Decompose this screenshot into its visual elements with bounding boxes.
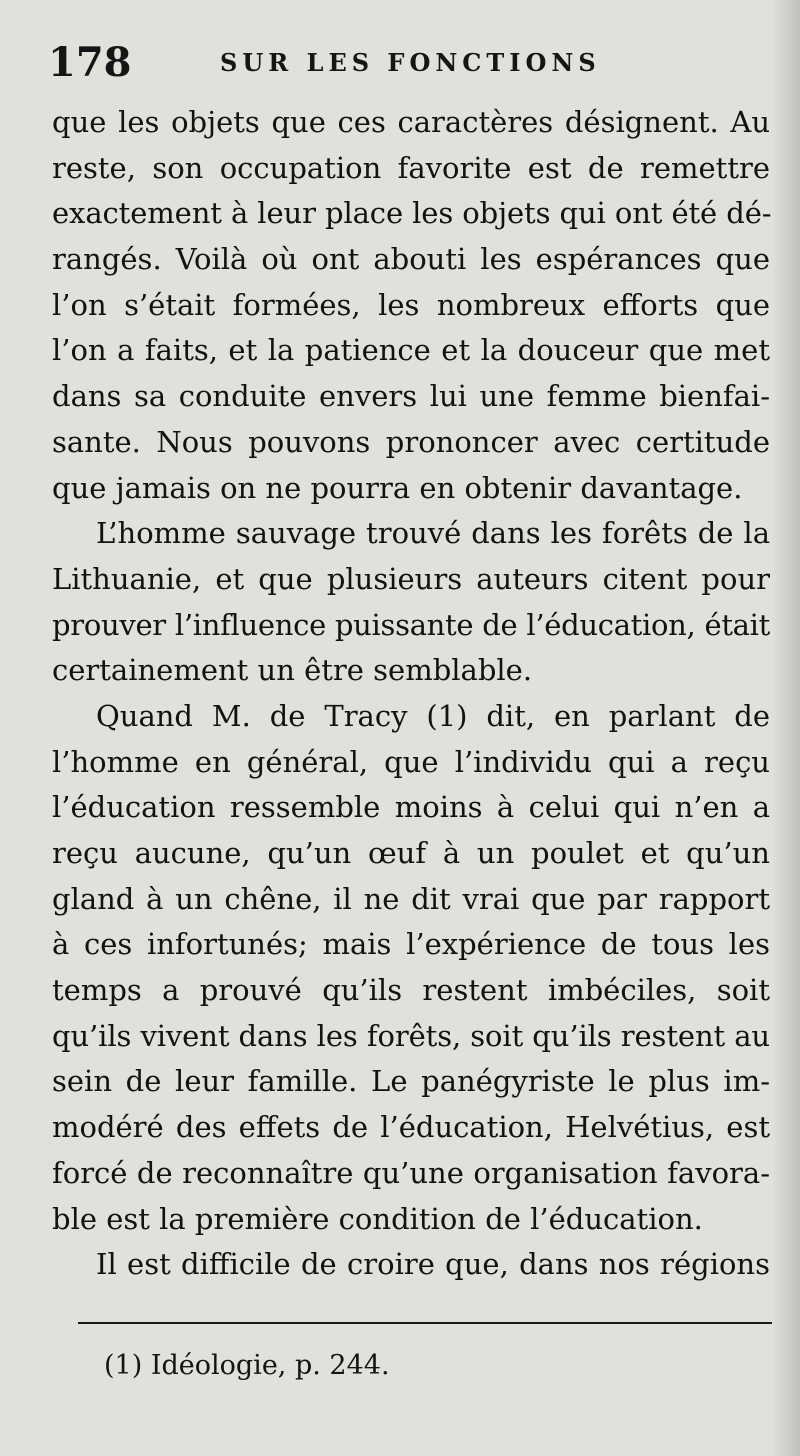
page-header xyxy=(48,38,768,88)
text-line: dans sa conduite envers lui une femme bienfai- xyxy=(52,379,770,414)
text-line: forcé de reconnaître qu’une organisation favora- xyxy=(52,1155,770,1190)
text-line: prouver l’influence puissante de l’éducation, était xyxy=(52,607,770,642)
text-line-paragraph-end: que jamais on ne pourra en obtenir davantage. xyxy=(52,470,743,505)
footnote-rule xyxy=(78,1322,772,1324)
text-line: exactement à leur place les objets qui ont été dé- xyxy=(52,196,772,231)
text-line-paragraph-end: ble est la première condition de l’éducation. xyxy=(52,1201,703,1236)
text-line: sante. Nous pouvons prononcer avec certitude xyxy=(52,424,770,459)
body-text xyxy=(52,100,770,1288)
text-line-paragraph-start: Quand M. de Tracy (1) dit, en parlant de xyxy=(96,698,770,733)
text-line: que les objets que ces caractères désignent. Au xyxy=(52,105,770,139)
text-line: l’éducation ressemble moins à celui qui n’en a xyxy=(52,790,770,825)
text-line: reçu aucune, qu’un œuf à un poulet et qu’un xyxy=(52,836,770,870)
text-line: qu’ils vivent dans les forêts, soit qu’ils restent au xyxy=(52,1018,770,1053)
text-line: l’homme en général, que l’individu qui a reçu xyxy=(52,744,770,779)
text-line: temps a prouvé qu’ils restent imbéciles, soit xyxy=(52,973,770,1008)
text-line: l’on s’était formées, les nombreux efforts que xyxy=(52,287,770,322)
text-line: gland à un chêne, il ne dit vrai que par rapport xyxy=(52,881,770,916)
text-line: modéré des effets de l’éducation, Helvétius, est xyxy=(52,1110,770,1145)
text-line: reste, son occupation favorite est de remettre xyxy=(52,150,770,185)
text-line: l’on a faits, et la patience et la douceur que met xyxy=(52,333,770,368)
text-line-paragraph-end: certainement un être semblable. xyxy=(52,653,533,688)
text-line-paragraph-start: Il est difficile de croire que, dans nos régions xyxy=(96,1247,770,1282)
running-head: SUR LES FONCTIONS xyxy=(220,48,601,77)
text-line: Lithuanie, et que plusieurs auteurs citent pour xyxy=(52,561,770,596)
footnote: (1) Idéologie, p. 244. xyxy=(104,1350,390,1381)
text-line: à ces infortunés; mais l’expérience de tous les xyxy=(52,927,770,962)
text-line-paragraph-start: L’homme sauvage trouvé dans les forêts de la xyxy=(96,516,770,551)
text-line: rangés. Voilà où ont abouti les espérances que xyxy=(52,242,770,277)
text-line: sein de leur famille. Le panégyriste le plus im- xyxy=(52,1064,770,1099)
page-number: 178 xyxy=(48,39,132,86)
page-edge-shadow xyxy=(772,0,800,1456)
